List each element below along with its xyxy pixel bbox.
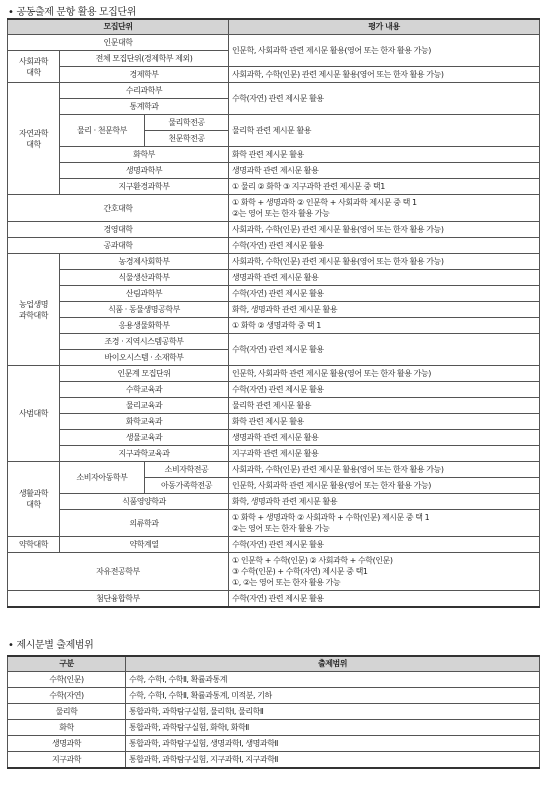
- table-row: [8, 704, 540, 720]
- header-scope: 출제범위: [126, 656, 540, 672]
- group-cell: 자연과학 대학: [8, 83, 60, 195]
- unit-cell: 수리과학부: [60, 83, 229, 99]
- group-cell: 생활과학 대학: [8, 462, 60, 537]
- content-cell: 생명과학 관련 제시문 활용: [229, 270, 540, 286]
- category-cell: 생명과학: [8, 736, 126, 752]
- section-title-shared-items: [8, 3, 136, 18]
- content-cell: 수학(자연) 관련 제시문 활용: [229, 537, 540, 553]
- content-line: ②는 영어 또는 한자 활용 가능: [232, 209, 330, 218]
- unit-cell: 지구과학교육과: [60, 446, 229, 462]
- unit-cell: 경영대학: [8, 222, 229, 238]
- content-line: ① 인문학 + 수학(인문) ② 사회과학 + 수학(인문): [232, 556, 393, 565]
- table-row: [8, 222, 540, 238]
- unit-cell: 수학교육과: [60, 382, 229, 398]
- unit-cell: 조경 · 지역시스템공학부: [60, 334, 229, 350]
- content-cell: 수학(자연) 관련 제시문 활용: [229, 382, 540, 398]
- content-cell: 지구과학 관련 제시문 활용: [229, 446, 540, 462]
- scope-table: [7, 655, 540, 769]
- unit-cell: 식품 · 동물생명공학부: [60, 302, 229, 318]
- table-row: [8, 195, 540, 222]
- table-row: [8, 553, 540, 591]
- header-unit: 모집단위: [8, 19, 229, 35]
- section-title-text: 제시문별 출제범위: [16, 640, 94, 651]
- group-cell: 약학대학: [8, 537, 60, 553]
- table-row: [8, 736, 540, 752]
- unit-cell: 소비자아동학부: [60, 462, 145, 494]
- table-row: [8, 83, 540, 99]
- content-cell: 수학(자연) 관련 제시문 활용: [229, 238, 540, 254]
- table-row: [8, 238, 540, 254]
- content-cell: 물리학 관련 제시문 활용: [229, 398, 540, 414]
- unit-cell: 화학부: [60, 147, 229, 163]
- subunit-cell: 소비자학전공: [145, 462, 229, 478]
- unit-cell: 약학계열: [60, 537, 229, 553]
- header-content: 평가 내용: [229, 19, 540, 35]
- table-row: [8, 688, 540, 704]
- unit-cell: 첨단융합학부: [8, 591, 229, 608]
- table-row: [8, 334, 540, 350]
- bullet: •: [8, 7, 14, 18]
- unit-cell: 인문대학: [8, 35, 229, 51]
- group-cell: 사회과학 대학: [8, 51, 60, 83]
- table-row: [8, 510, 540, 537]
- bullet: •: [8, 640, 14, 651]
- scope-cell: 수학, 수학Ⅰ, 수학Ⅱ, 확률과통계, 미적분, 기하: [126, 688, 540, 704]
- category-cell: 수학(인문): [8, 672, 126, 688]
- table-row: [8, 318, 540, 334]
- unit-cell: 산림과학부: [60, 286, 229, 302]
- group-cell: 사범대학: [8, 366, 60, 462]
- content-cell: [229, 195, 540, 222]
- table-row: [8, 302, 540, 318]
- table-row: [8, 254, 540, 270]
- content-cell: 화학 관련 제시문 활용: [229, 414, 540, 430]
- section-title-text: 공동출제 문항 활용 모집단위: [16, 7, 136, 18]
- content-line: ②는 영어 또는 한자 활용 가능: [232, 524, 330, 533]
- unit-cell: 경제학부: [60, 67, 229, 83]
- table-row: [8, 462, 540, 478]
- unit-cell: 생명과학부: [60, 163, 229, 179]
- unit-cell: 인문계 모집단위: [60, 366, 229, 382]
- table-row: [8, 147, 540, 163]
- content-cell: 수학(자연) 관련 제시문 활용: [229, 83, 540, 115]
- content-cell: 수학(자연) 관련 제시문 활용: [229, 286, 540, 302]
- table-row: [8, 537, 540, 553]
- subunit-cell: 아동가족학전공: [145, 478, 229, 494]
- table-row: [8, 286, 540, 302]
- table-row: [8, 35, 540, 51]
- subunit-cell: 물리학전공: [145, 115, 229, 131]
- group-cell: 농업생명 과학대학: [8, 254, 60, 366]
- content-cell: 사회과학, 수학(인문) 관련 제시문 활용(영어 또는 한자 활용 가능): [229, 462, 540, 478]
- section-title-scope: [8, 636, 93, 651]
- unit-cell: 물리교육과: [60, 398, 229, 414]
- unit-cell: 바이오시스템 · 소재학부: [60, 350, 229, 366]
- unit-cell: 농경제사회학부: [60, 254, 229, 270]
- category-cell: 화학: [8, 720, 126, 736]
- table-row: [8, 752, 540, 769]
- table-row: [8, 67, 540, 83]
- content-cell: [229, 553, 540, 591]
- scope-cell: 통합과학, 과학탐구실험, 화학Ⅰ, 화학Ⅱ: [126, 720, 540, 736]
- table-row: [8, 446, 540, 462]
- unit-cell: 지구환경과학부: [60, 179, 229, 195]
- unit-cell: 식물생산과학부: [60, 270, 229, 286]
- unit-cell: 자유전공학부: [8, 553, 229, 591]
- header-category: 구분: [8, 656, 126, 672]
- table-row: [8, 366, 540, 382]
- content-cell: 생명과학 관련 제시문 활용: [229, 430, 540, 446]
- content-cell: 수학(자연) 관련 제시문 활용: [229, 334, 540, 366]
- unit-cell: 의류학과: [60, 510, 229, 537]
- unit-cell: 생물교육과: [60, 430, 229, 446]
- content-cell: 인문학, 사회과학 관련 제시문 활용(영어 또는 한자 활용 가능): [229, 35, 540, 67]
- content-cell: ① 물리 ② 화학 ③ 지구과학 관련 제시문 중 택1: [229, 179, 540, 195]
- table-row: [8, 494, 540, 510]
- scope-cell: 통합과학, 과학탐구실험, 생명과학Ⅰ, 생명과학Ⅱ: [126, 736, 540, 752]
- table-row: [8, 115, 540, 131]
- content-line: ① 화학 + 생명과학 ② 사회과학 + 수학(인문) 제시문 중 택 1: [232, 513, 430, 522]
- table-row: [8, 430, 540, 446]
- unit-cell: 공과대학: [8, 238, 229, 254]
- unit-cell: 물리 · 천문학부: [60, 115, 145, 147]
- unit-cell: 화학교육과: [60, 414, 229, 430]
- table-row: [8, 591, 540, 608]
- subunit-cell: 천문학전공: [145, 131, 229, 147]
- content-line: ③ 수학(인문) + 수학(자연) 제시문 중 택1: [232, 567, 368, 576]
- unit-cell: 전체 모집단위(경제학부 제외): [60, 51, 229, 67]
- content-cell: 사회과학, 수학(인문) 관련 제시문 활용(영어 또는 한자 활용 가능): [229, 222, 540, 238]
- content-cell: 인문학, 사회과학 관련 제시문 활용(영어 또는 한자 활용 가능): [229, 478, 540, 494]
- content-cell: ① 화학 ② 생명과학 중 택 1: [229, 318, 540, 334]
- content-line: ①, ②는 영어 또는 한자 활용 가능: [232, 578, 341, 587]
- table-row: [8, 163, 540, 179]
- content-cell: 화학, 생명과학 관련 제시문 활용: [229, 302, 540, 318]
- table-row: [8, 382, 540, 398]
- category-cell: 수학(자연): [8, 688, 126, 704]
- content-cell: 인문학, 사회과학 관련 제시문 활용(영어 또는 한자 활용 가능): [229, 366, 540, 382]
- scope-cell: 통합과학, 과학탐구실험, 지구과학Ⅰ, 지구과학Ⅱ: [126, 752, 540, 769]
- unit-cell: 식품영양학과: [60, 494, 229, 510]
- content-cell: 화학 관련 제시문 활용: [229, 147, 540, 163]
- content-cell: [229, 510, 540, 537]
- table-header-row: [8, 19, 540, 35]
- content-cell: 사회과학, 수학(인문) 관련 제시문 활용(영어 또는 한자 활용 가능): [229, 254, 540, 270]
- unit-cell: 간호대학: [8, 195, 229, 222]
- content-cell: 사회과학, 수학(인문) 관련 제시문 활용(영어 또는 한자 활용 가능): [229, 67, 540, 83]
- table-row: [8, 672, 540, 688]
- table-row: [8, 179, 540, 195]
- table-row: [8, 398, 540, 414]
- table-row: [8, 270, 540, 286]
- admission-units-table: [7, 18, 540, 608]
- table-row: [8, 414, 540, 430]
- content-cell: 생명과학 관련 제시문 활용: [229, 163, 540, 179]
- category-cell: 지구과학: [8, 752, 126, 769]
- scope-cell: 수학, 수학Ⅰ, 수학Ⅱ, 확률과통계: [126, 672, 540, 688]
- unit-cell: 통계학과: [60, 99, 229, 115]
- category-cell: 물리학: [8, 704, 126, 720]
- content-line: ① 화학 + 생명과학 ② 인문학 + 사회과학 제시문 중 택 1: [232, 198, 417, 207]
- table-header-row: [8, 656, 540, 672]
- unit-cell: 응용생물화학부: [60, 318, 229, 334]
- table-row: [8, 720, 540, 736]
- content-cell: 화학, 생명과학 관련 제시문 활용: [229, 494, 540, 510]
- content-cell: 수학(자연) 관련 제시문 활용: [229, 591, 540, 608]
- content-cell: 물리학 관련 제시문 활용: [229, 115, 540, 147]
- scope-cell: 통합과학, 과학탐구실험, 물리학Ⅰ, 물리학Ⅱ: [126, 704, 540, 720]
